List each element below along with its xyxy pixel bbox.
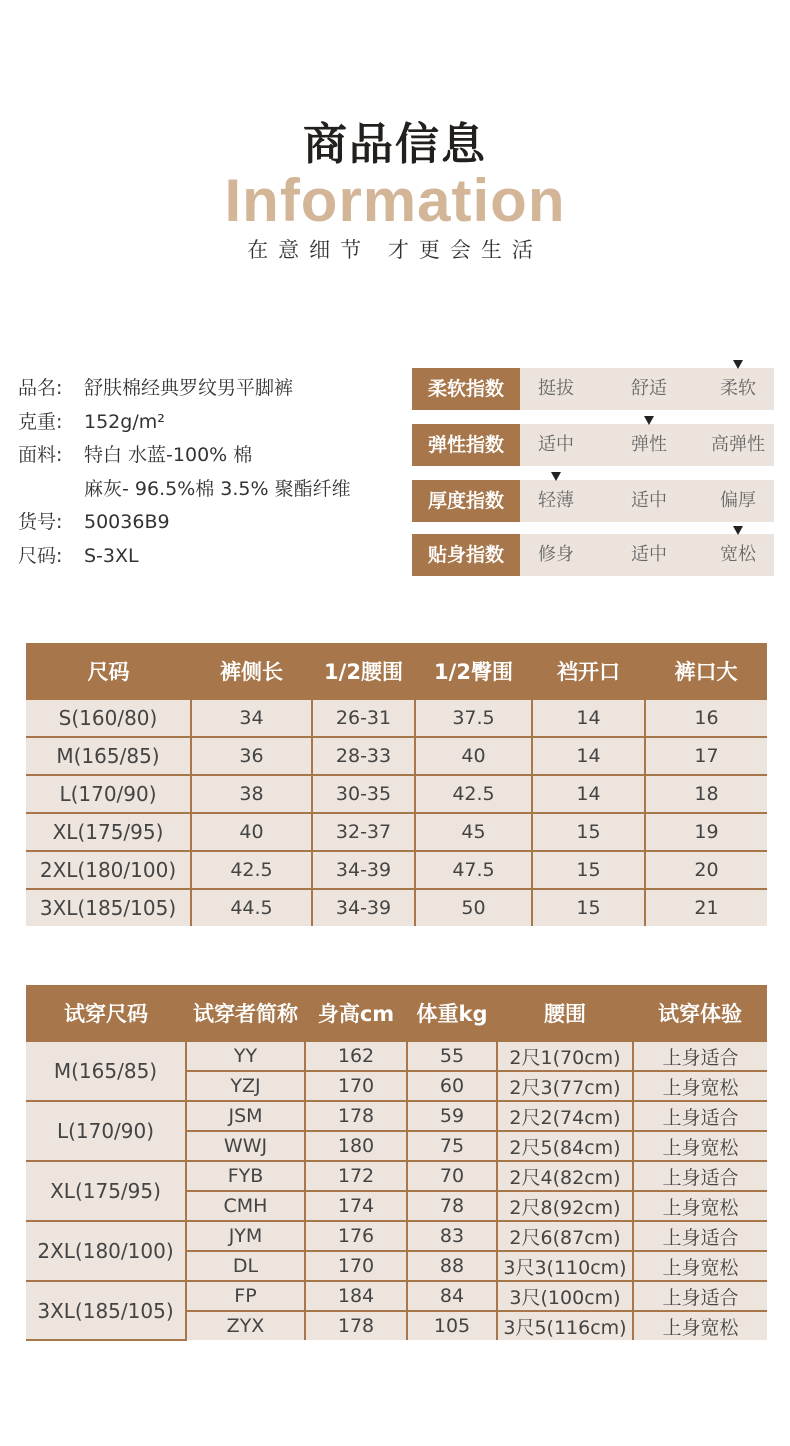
info-value: 50036B9 — [84, 511, 170, 533]
table-cell: 20 — [645, 851, 767, 889]
table-cell: 26-31 — [312, 699, 415, 737]
table-cell: 19 — [645, 813, 767, 851]
table-cell: 45 — [415, 813, 532, 851]
table-row — [26, 699, 767, 737]
index-option: 舒适 — [631, 378, 667, 399]
table-cell: 2尺5(84cm) — [497, 1131, 633, 1161]
table-cell: 上身宽松 — [633, 1131, 767, 1161]
table-cell: 184 — [305, 1281, 407, 1311]
table-cell: 178 — [305, 1311, 407, 1340]
try-size-cell: 3XL(185/105) — [26, 1281, 186, 1340]
table-cell: 17 — [645, 737, 767, 775]
table-cell: 32-37 — [312, 813, 415, 851]
header-subtitle: 在意细节 才更会生活 — [247, 238, 543, 262]
info-weight-row — [18, 406, 351, 440]
index-option: 偏厚 — [720, 490, 756, 511]
try-on-table — [26, 985, 767, 1341]
table-cell: 上身宽松 — [633, 1311, 767, 1340]
try-size-cell: XL(175/95) — [26, 1161, 186, 1221]
column-header: 裤侧长 — [191, 643, 312, 699]
size-table — [26, 643, 767, 926]
table-cell: 36 — [191, 737, 312, 775]
table-cell: 2尺6(87cm) — [497, 1221, 633, 1251]
index-option: 适中 — [631, 544, 667, 565]
table-cell: 78 — [407, 1191, 497, 1221]
column-header: 体重kg — [407, 985, 497, 1041]
table-cell: 16 — [645, 699, 767, 737]
table-cell: 上身适合 — [633, 1281, 767, 1311]
table-cell: 84 — [407, 1281, 497, 1311]
size-table-header — [26, 643, 767, 699]
info-label: 货号: — [18, 511, 63, 533]
table-row — [26, 1101, 767, 1131]
table-cell: 176 — [305, 1221, 407, 1251]
column-header: 身高cm — [305, 985, 407, 1041]
table-cell: 3尺5(116cm) — [497, 1311, 633, 1340]
table-row — [26, 1281, 767, 1311]
table-cell: 3尺3(110cm) — [497, 1251, 633, 1281]
table-cell: 178 — [305, 1101, 407, 1131]
info-sku-row — [18, 506, 351, 540]
table-cell: JYM — [186, 1221, 305, 1251]
table-cell: 2尺2(74cm) — [497, 1101, 633, 1131]
header-title-cn: 商品信息 — [303, 119, 487, 170]
index-option: 宽松 — [720, 544, 756, 565]
table-cell: 28-33 — [312, 737, 415, 775]
table-row — [26, 1221, 767, 1251]
index-option: 修身 — [538, 544, 574, 565]
table-cell: 2尺4(82cm) — [497, 1161, 633, 1191]
table-cell: 40 — [191, 813, 312, 851]
table-cell: 15 — [532, 851, 645, 889]
index-fit — [412, 534, 774, 576]
try-size-cell: 2XL(180/100) — [26, 1221, 186, 1281]
table-cell: YZJ — [186, 1071, 305, 1101]
index-thickness — [412, 480, 774, 522]
index-option: 挺拔 — [538, 378, 574, 399]
table-cell: DL — [186, 1251, 305, 1281]
table-cell: 34-39 — [312, 851, 415, 889]
table-cell: 3尺(100cm) — [497, 1281, 633, 1311]
table-cell: 88 — [407, 1251, 497, 1281]
table-row — [26, 775, 767, 813]
index-option: 轻薄 — [538, 490, 574, 511]
table-cell: 上身适合 — [633, 1101, 767, 1131]
info-fabric-row-2 — [18, 473, 351, 507]
table-cell: 44.5 — [191, 889, 312, 926]
table-cell: 30-35 — [312, 775, 415, 813]
table-cell: L(170/90) — [26, 775, 191, 813]
table-cell: 60 — [407, 1071, 497, 1101]
info-value: 麻灰- 96.5%棉 3.5% 聚酯纤维 — [84, 477, 351, 500]
table-cell: 14 — [532, 699, 645, 737]
index-name: 柔软指数 — [412, 368, 520, 410]
info-label: 克重: — [18, 410, 63, 433]
column-header: 试穿尺码 — [26, 985, 186, 1041]
table-cell: 42.5 — [415, 775, 532, 813]
info-value: S-3XL — [84, 544, 139, 567]
table-cell: 上身适合 — [633, 1041, 767, 1071]
table-cell: FYB — [186, 1161, 305, 1191]
index-option: 适中 — [631, 490, 667, 511]
table-cell: 55 — [407, 1041, 497, 1071]
table-row — [26, 1041, 767, 1071]
header-title-en: Information — [224, 167, 566, 234]
table-cell: 2尺3(77cm) — [497, 1071, 633, 1101]
table-cell: WWJ — [186, 1131, 305, 1161]
selected-marker-icon — [733, 526, 743, 535]
table-cell: YY — [186, 1041, 305, 1071]
product-info — [18, 372, 351, 573]
table-cell: 15 — [532, 813, 645, 851]
selected-marker-icon — [644, 416, 654, 425]
table-cell: S(160/80) — [26, 699, 191, 737]
info-value: 特白 水蓝-100% 棉 — [84, 444, 253, 466]
index-name: 厚度指数 — [412, 480, 520, 522]
table-cell: 162 — [305, 1041, 407, 1071]
table-cell: 上身适合 — [633, 1161, 767, 1191]
try-size-cell: L(170/90) — [26, 1101, 186, 1161]
table-cell: 170 — [305, 1071, 407, 1101]
table-cell: 40 — [415, 737, 532, 775]
info-value: 舒肤棉经典罗纹男平脚裤 — [84, 377, 294, 399]
table-cell: 172 — [305, 1161, 407, 1191]
table-cell: ZYX — [186, 1311, 305, 1340]
table-cell: 上身宽松 — [633, 1191, 767, 1221]
table-cell: 14 — [532, 775, 645, 813]
table-cell: 34 — [191, 699, 312, 737]
table-cell: 50 — [415, 889, 532, 926]
table-cell: 15 — [532, 889, 645, 926]
table-cell: 70 — [407, 1161, 497, 1191]
selected-marker-icon — [733, 360, 743, 369]
column-header: 1/2腰围 — [312, 643, 415, 699]
table-cell: 2XL(180/100) — [26, 851, 191, 889]
index-elasticity — [412, 424, 774, 466]
column-header: 1/2臀围 — [415, 643, 532, 699]
table-cell: 14 — [532, 737, 645, 775]
table-cell: 47.5 — [415, 851, 532, 889]
index-option: 适中 — [538, 434, 574, 455]
table-cell: 59 — [407, 1101, 497, 1131]
info-size-row — [18, 540, 351, 574]
table-cell: 34-39 — [312, 889, 415, 926]
table-row — [26, 889, 767, 926]
info-label: 尺码: — [18, 544, 63, 567]
index-option: 柔软 — [720, 378, 756, 399]
table-row — [26, 851, 767, 889]
table-cell: 上身适合 — [633, 1221, 767, 1251]
try-size-cell: M(165/85) — [26, 1041, 186, 1101]
table-cell: 37.5 — [415, 699, 532, 737]
index-name: 弹性指数 — [412, 424, 520, 466]
column-header: 腰围 — [497, 985, 633, 1041]
info-label: 品名: — [18, 377, 63, 399]
try-table-header — [26, 985, 767, 1041]
info-value: 152g/m² — [84, 410, 165, 433]
table-row — [26, 1161, 767, 1191]
table-row — [26, 737, 767, 775]
column-header: 试穿体验 — [633, 985, 767, 1041]
index-option: 弹性 — [631, 434, 667, 455]
table-cell: XL(175/95) — [26, 813, 191, 851]
info-fabric-row — [18, 439, 351, 473]
table-cell: 2尺1(70cm) — [497, 1041, 633, 1071]
index-option: 高弹性 — [711, 434, 765, 455]
table-cell: 170 — [305, 1251, 407, 1281]
table-cell: 180 — [305, 1131, 407, 1161]
table-cell: 3XL(185/105) — [26, 889, 191, 926]
table-cell: CMH — [186, 1191, 305, 1221]
table-cell: 38 — [191, 775, 312, 813]
index-softness — [412, 368, 774, 410]
table-cell: 2尺8(92cm) — [497, 1191, 633, 1221]
table-cell: 174 — [305, 1191, 407, 1221]
table-cell: 上身宽松 — [633, 1251, 767, 1281]
table-cell: 75 — [407, 1131, 497, 1161]
column-header: 裆开口 — [532, 643, 645, 699]
info-label: 面料: — [18, 444, 63, 466]
index-name: 贴身指数 — [412, 534, 520, 576]
info-name-row — [18, 372, 351, 406]
column-header: 尺码 — [26, 643, 191, 699]
table-cell: 21 — [645, 889, 767, 926]
table-cell: JSM — [186, 1101, 305, 1131]
table-cell: 105 — [407, 1311, 497, 1340]
table-cell: FP — [186, 1281, 305, 1311]
table-cell: 18 — [645, 775, 767, 813]
table-cell: M(165/85) — [26, 737, 191, 775]
table-cell: 上身宽松 — [633, 1071, 767, 1101]
selected-marker-icon — [551, 472, 561, 481]
table-row — [26, 813, 767, 851]
table-cell: 83 — [407, 1221, 497, 1251]
table-cell: 42.5 — [191, 851, 312, 889]
column-header: 裤口大 — [645, 643, 767, 699]
column-header: 试穿者简称 — [186, 985, 305, 1041]
